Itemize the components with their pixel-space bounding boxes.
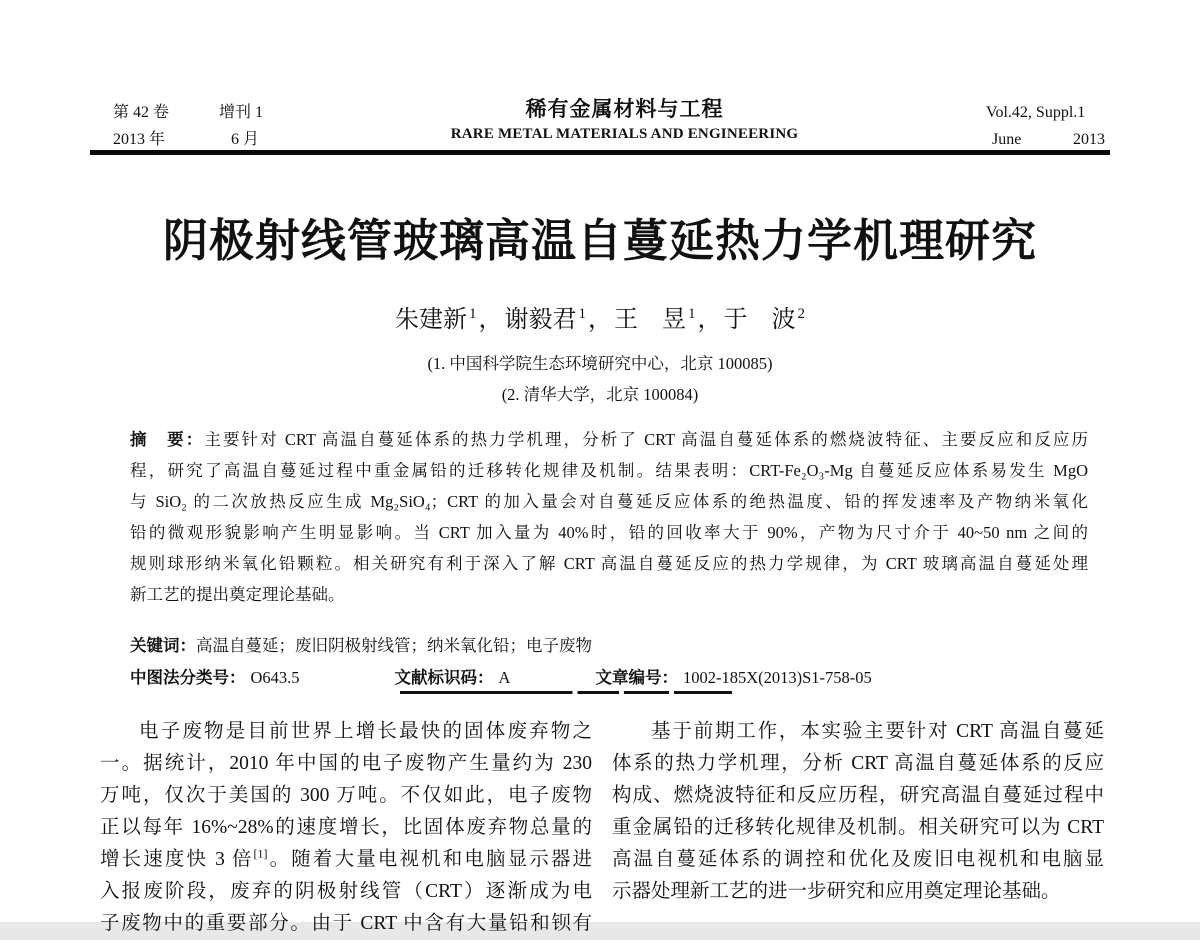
body-left-column [100, 716, 592, 940]
body-text-segment: 增长速度快 3 倍 [100, 849, 254, 870]
author-affiliation-mark: 1 [469, 306, 477, 322]
header-rule [90, 150, 1110, 155]
header-volume-block-en [986, 99, 1108, 153]
journal-name-block [451, 96, 799, 146]
month-en: June [991, 131, 1022, 148]
affiliation-1: (1. 中国科学院生态环境研究中心，北京 100085) [427, 354, 773, 373]
clc-value: O643.5 [250, 668, 300, 687]
body-text-segment: 。随着大量电视机和电脑显示器进 [267, 849, 592, 870]
keywords-line [130, 632, 1088, 656]
author-separator: ， [697, 307, 722, 333]
body-line: 高温自蔓延体系的调控和优化及废旧电视机和电脑显 [612, 849, 1104, 870]
author [724, 307, 806, 333]
keywords-text: 高温自蔓延；废旧阴极射线管；纳米氧化铅；电子废物 [196, 636, 592, 655]
keywords-label: 关键词： [130, 636, 196, 655]
abstract-text: 主要针对 CRT 高温自蔓延体系的热力学机理，分析了 CRT 高温自蔓延体系的燃烧波特征、主要反应和反应历 [204, 430, 1088, 449]
body-text [100, 716, 1104, 940]
section-divider-rule [400, 691, 732, 694]
author [395, 307, 505, 333]
body-right-column [612, 716, 1104, 940]
author-name: 于 波 [723, 307, 796, 333]
author-affiliation-mark: 1 [688, 306, 696, 322]
abstract-block [130, 424, 1088, 610]
header-volume-row-cn [113, 99, 263, 126]
paper-title: 阴极射线管玻璃高温自蔓延热力学机理研究 [162, 216, 1037, 266]
author-affiliation-mark: 2 [797, 306, 805, 322]
author [505, 307, 615, 333]
body-line: 体系的热力学机理，分析 CRT 高温自蔓延体系的反应 [612, 753, 1104, 774]
body-line: 构成、燃烧波特征和反应历程，研究高温自蔓延过程中 [612, 785, 1104, 806]
body-line: 基于前期工作，本实验主要针对 CRT 高温自蔓延 [651, 721, 1104, 742]
author-name: 王 昱 [614, 307, 686, 333]
year-en: 2013 [1072, 131, 1105, 148]
journal-name-cn: 稀有金属材料与工程 [525, 97, 724, 121]
article-id-label: 文章编号： [595, 668, 678, 687]
classification-line [130, 664, 1088, 688]
abstract-line [130, 424, 1088, 455]
journal-name-en: RARE METAL MATERIALS AND ENGINEERING [450, 126, 799, 142]
author-name: 朱建新 [395, 307, 467, 333]
doc-code-item [395, 664, 511, 688]
body-line-clipped: 子废物中的重要部分。由于 CRT 中含有大量铅和钡有 [100, 913, 592, 934]
article-id-item [595, 664, 871, 688]
author-affiliation-mark: 1 [578, 306, 586, 322]
header-volume-block-cn [113, 99, 263, 153]
affiliation-2: (2. 清华大学，北京 100084) [501, 385, 699, 404]
year-cn: 2013 年 [113, 131, 166, 148]
abstract-line: 新工艺的提出奠定理论基础。 [130, 585, 345, 604]
volume-cn: 第 42 卷 [113, 104, 170, 121]
author-name: 谢毅君 [504, 307, 577, 333]
volume-en: Vol.42, Suppl.1 [985, 104, 1086, 121]
body-line: 一。据统计，2010 年中国的电子废物产生量约为 230 [100, 753, 592, 774]
abstract-label: 摘 要： [130, 430, 205, 449]
doc-code-label: 文献标识码： [394, 668, 494, 687]
body-line: 重金属铅的迁移转化规律及机制。相关研究可以为 CRT [612, 817, 1104, 838]
body-line-with-citation [100, 844, 592, 876]
clc-label: 中图法分类号： [130, 668, 246, 687]
journal-header [113, 99, 1108, 153]
abstract-line: 程，研究了高温自蔓延过程中重金属铅的迁移转化规律及机制。结果表明：CRT-Fe₂O₃-Mg 自蔓延反应体系易发生 MgO [130, 461, 1088, 480]
issue-cn: 增刊 1 [219, 104, 264, 121]
header-date-row-en [986, 126, 1108, 153]
month-cn: 6 月 [231, 131, 260, 148]
body-line: 示器处理新工艺的进一步研究和应用奠定理论基础。 [612, 881, 1061, 902]
article-id-value: 1002-185X(2013)S1-758-05 [682, 668, 872, 687]
abstract-line: 规则球形纳米氧化铅颗粒。相关研究有利于深入了解 CRT 高温自蔓延反应的热力学规律，为 CRT 玻璃高温自蔓延处理 [130, 554, 1088, 573]
citation-mark: [1] [253, 846, 268, 861]
abstract-line: 铅的微观形貌影响产生明显影响。当 CRT 加入量为 40%时，铅的回收率大于 90%，产物为尺寸介于 40~50 nm 之间的 [130, 523, 1088, 542]
body-line: 入报废阶段，废弃的阴极射线管（CRT）逐渐成为电 [100, 881, 592, 902]
body-line: 电子废物是目前世界上增长最快的固体废弃物之 [139, 721, 592, 742]
body-line: 正以每年 16%~28%的速度增长，比固体废弃物总量的 [100, 817, 592, 838]
doc-code-value: A [498, 668, 511, 687]
abstract-line: 与 SiO₂ 的二次放热反应生成 Mg₂SiO₄；CRT 的加入量会对自蔓延反应体系的绝热温度、铅的挥发速率及产物纳米氧化 [130, 492, 1088, 511]
clc-item [130, 664, 300, 688]
header-date-row-cn [113, 126, 263, 153]
author-separator: ， [588, 307, 612, 333]
author-separator: ， [478, 307, 503, 333]
body-line: 万吨，仅次于美国的 300 万吨。不仅如此，电子废物 [100, 785, 592, 806]
authors-line [0, 299, 1200, 334]
author [614, 307, 724, 333]
